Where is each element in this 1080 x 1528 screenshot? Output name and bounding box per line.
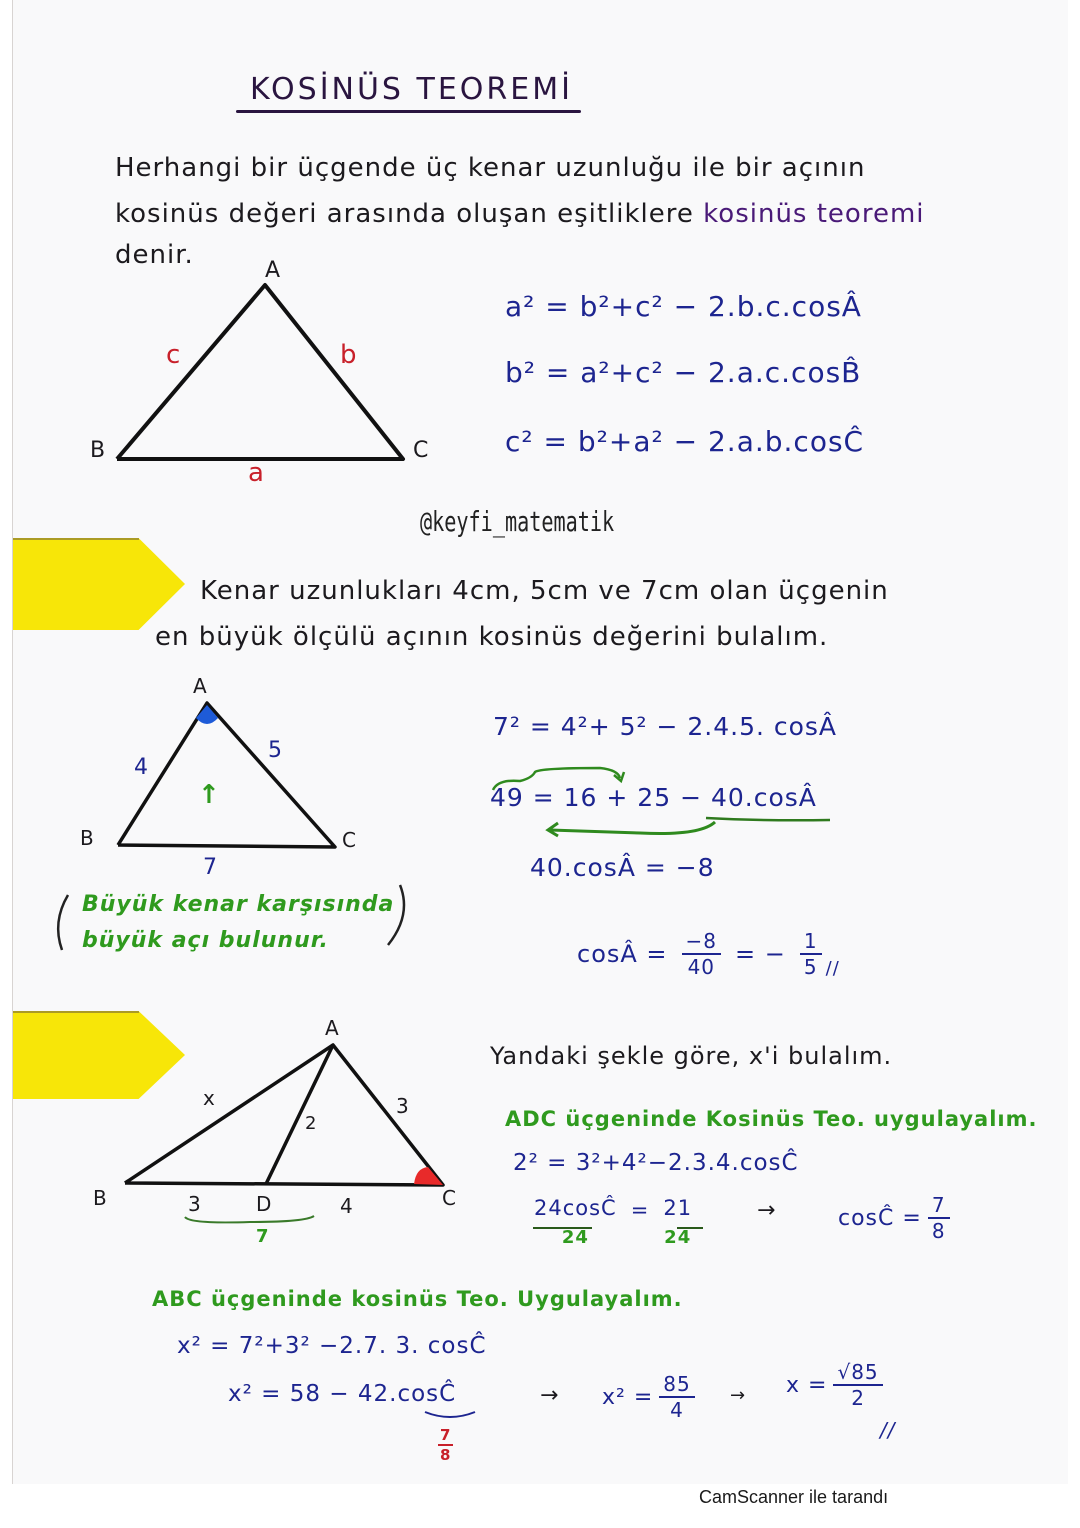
right-arrow-icon: → <box>540 1383 560 1408</box>
ex2-vertex-d: D <box>256 1192 273 1216</box>
ex1-vertex-c: C <box>342 828 357 852</box>
end-mark: // <box>880 1418 896 1442</box>
up-arrow-icon: ↑ <box>198 780 221 810</box>
ex1-step-4-eq: = − <box>735 939 786 968</box>
ex1-side-ac: 5 <box>268 738 283 763</box>
formula-a: a² = b²+c² − 2.b.c.cosÂ <box>505 290 862 323</box>
ex1-vertex-b: B <box>80 826 95 850</box>
scanner-footer: CamScanner ile tarandı <box>699 1487 889 1507</box>
abc-step-1: x² = 7²+3² −2.7. 3. cosĈ <box>177 1333 487 1359</box>
adc-step-2: 24cosĈ 24 = 21 24 <box>534 1196 693 1248</box>
fig1-vertex-b: B <box>90 438 107 463</box>
ex2-label-ad: 2 <box>305 1113 318 1134</box>
adc-fraction-1: 24cosĈ 24 <box>534 1196 617 1248</box>
ex1-note-line-2: büyük açı bulunur. <box>82 928 329 953</box>
ex2-vertex-c: C <box>442 1186 457 1210</box>
substitution-fraction: $\frac{7}{8}$ <box>440 1426 452 1464</box>
fig1-side-b: b <box>340 340 358 370</box>
ex2-label-ac: 3 <box>396 1094 410 1118</box>
ex1-side-ab: 4 <box>134 755 149 780</box>
abc-step-2: x² = 58 − 42.cosĈ <box>228 1381 457 1407</box>
adc-result: cosĈ = $\frac{7}{8}$ <box>838 1195 950 1241</box>
abc-step-3: x² = $\frac{85}{4}$ <box>602 1374 695 1420</box>
ex1-note-line-1: Büyük kenar karşısında <box>82 892 395 917</box>
definition-line-1: Herhangi bir üçgende üç kenar uzunluğu ile bir açının <box>115 153 866 183</box>
definition-term: kosinüs teoremi <box>703 199 925 229</box>
ex1-step-1: 7² = 4²+ 5² − 2.4.5. cosÂ <box>493 712 838 741</box>
abc-step-3-fraction: $\frac{85}{4}$ <box>659 1374 694 1420</box>
ex1-fraction-1: $\frac{-8}{40}$ <box>682 931 721 977</box>
example-2-question: Yandaki şekle göre, x'i bulalım. <box>490 1042 893 1070</box>
final-answer-fraction: $\frac{√85}{2}$ <box>833 1362 882 1408</box>
fig1-side-a: a <box>248 458 265 488</box>
definition-line-2-text: kosinüs değeri arasında oluşan eşitliklere <box>115 199 694 229</box>
ex2-vertex-b: B <box>93 1186 108 1210</box>
adc-fraction-2: 21 24 <box>663 1196 693 1248</box>
ex1-side-bc: 7 <box>203 855 218 880</box>
adc-step-1: 2² = 3²+4²−2.3.4.cosĈ <box>513 1150 799 1176</box>
example-1-question-line-1: Kenar uzunlukları 4cm, 5cm ve 7cm olan üçgenin <box>200 576 889 606</box>
abc-heading: ABC üçgeninde kosinüs Teo. Uygulayalım. <box>152 1287 683 1311</box>
ex2-vertex-a: A <box>325 1016 340 1040</box>
ex1-step-4-lhs: cosÂ = <box>577 939 668 968</box>
formula-c: c² = b²+a² − 2.a.b.cosĈ <box>505 425 865 458</box>
adc-heading: ADC üçgeninde Kosinüs Teo. uygulayalım. <box>505 1107 1038 1131</box>
adc-result-fraction: $\frac{7}{8}$ <box>928 1195 950 1241</box>
ex1-step-2: 49 = 16 + 25 − 40.cosÂ <box>490 783 817 812</box>
definition-line-3: denir. <box>115 240 194 270</box>
page-title: KOSİNÜS TEOREMİ <box>250 72 573 107</box>
fig1-vertex-c: C <box>413 438 430 463</box>
ex2-label-dc: 4 <box>340 1194 354 1218</box>
right-arrow-icon: → <box>730 1385 747 1406</box>
ex1-step-3: 40.cosÂ = −8 <box>530 853 715 882</box>
formula-b: b² = a²+c² − 2.a.c.cosB̂ <box>505 356 862 389</box>
end-mark: // <box>825 958 840 979</box>
example-1-question-line-2: en büyük ölçülü açının kosinüs değerini bulalım. <box>155 622 829 652</box>
ex2-label-x: x <box>203 1086 216 1110</box>
fig1-vertex-a: A <box>265 258 282 283</box>
fig1-side-c: c <box>166 340 182 370</box>
abc-step-4: x = $\frac{√85}{2}$ <box>786 1362 883 1408</box>
watermark: @keyfi_matematik <box>420 505 615 538</box>
right-arrow-icon: → <box>757 1198 777 1223</box>
ex2-label-bd: 3 <box>188 1192 202 1216</box>
ex1-fraction-2: $\frac{1}{5}$ <box>800 931 822 977</box>
ex1-vertex-a: A <box>193 674 208 698</box>
ex2-label-bc: 7 <box>256 1226 270 1247</box>
